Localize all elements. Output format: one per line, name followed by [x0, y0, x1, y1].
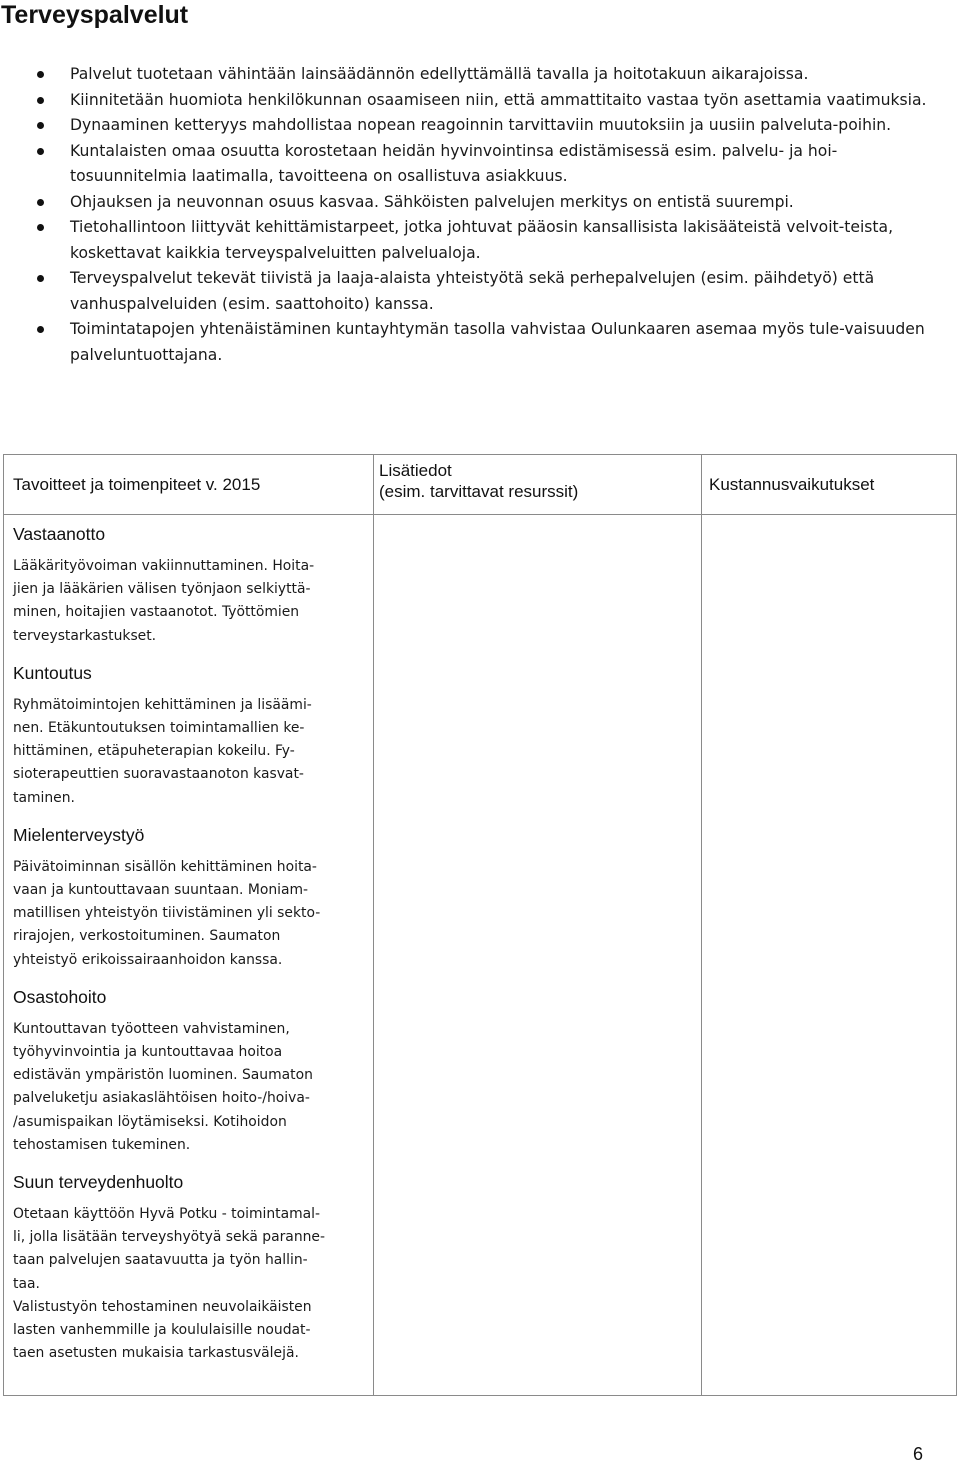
- section-vastaanotto: [4, 515, 373, 654]
- goals-table: [3, 454, 957, 1396]
- page-number: 6: [913, 1444, 924, 1464]
- header-costs: Kustannusvaikutukset: [709, 475, 875, 494]
- costs-cell: [702, 515, 957, 1396]
- list-item: Kiinnitetään huomiota henkilökunnan osaamiseen niin, että ammattitaito vastaa työn asettamia vaatimuksia.: [70, 88, 930, 114]
- section-heading: Mielenterveystyö: [13, 824, 145, 845]
- goals-cell: [4, 515, 374, 1396]
- list-item: Terveyspalvelut tekevät tiivistä ja laaja-alaista yhteistyötä sekä perhepalvelujen (esim. päihdetyö) että vanhuspalveluiden (esim. saattohoito) kanssa.: [70, 266, 930, 317]
- table-body-row: [4, 515, 957, 1396]
- section-kuntoutus: [4, 654, 373, 816]
- header-info-cell: [374, 455, 702, 515]
- section-body: Päivätoiminnan sisällön kehittäminen hoita- vaan ja kuntouttavaan suuntaan. Moniam- matillisen yhteistyön tiivistäminen yli sekto- rirajojen, verkostoituminen. Saumaton yhteistyö erikoissairaanhoidon kanssa.: [13, 858, 321, 968]
- list-item: Kuntalaisten omaa osuutta korostetaan heidän hyvinvointinsa edistämisessä esim. palvelu- ja hoi-tosuunnitelmia laatimalla, tavoitteena on osallistuva asiakkuus.: [70, 139, 930, 190]
- list-item: Palvelut tuotetaan vähintään lainsäädännön edellyttämällä tavalla ja hoitotakuun aikarajoissa.: [70, 62, 930, 88]
- list-item: Ohjauksen ja neuvonnan osuus kasvaa. Sähköisten palvelujen merkitys on entistä suurempi.: [70, 190, 930, 216]
- info-cell: [374, 515, 702, 1396]
- bullet-list: [70, 62, 930, 368]
- header-info-line1: Lisätiedot: [379, 461, 452, 480]
- section-osastohoito: [4, 978, 373, 1163]
- section-mielenterveystyo: [4, 816, 373, 978]
- header-costs-cell: [702, 455, 957, 515]
- section-body: Ryhmätoimintojen kehittäminen ja lisäämi- nen. Etäkuntoutuksen toimintamallien ke- hittäminen, etäpuheterapian kokeilu. Fy- sioterapeuttien suoravastaanoton kasvat- taminen.: [13, 696, 312, 806]
- section-body: Otetaan käyttöön Hyvä Potku - toimintamal- li, jolla lisätään terveyshyötyä sekä paranne- taan palvelujen saatavuutta ja työn hallin- taa. Valistustyön tehostaminen neuvolaikäisten lasten vanhemmille ja koululaisille noudat- taen asetusten mukaisia tarkastusvälejä.: [13, 1206, 325, 1362]
- section-heading: Vastaanotto: [13, 524, 106, 544]
- list-item: Dynaaminen ketteryys mahdollistaa nopean reagoinnin tarvittaviin muutoksiin ja uusiin palveluta-poihin.: [70, 113, 930, 139]
- section-heading: Osastohoito: [13, 986, 107, 1007]
- page-title: Terveyspalvelut: [1, 1, 189, 29]
- list-item: Toimintatapojen yhtenäistäminen kuntayhtymän tasolla vahvistaa Oulunkaaren asemaa myös tule-vaisuuden palveluntuottajana.: [70, 317, 930, 368]
- header-goals: Tavoitteet ja toimenpiteet v. 2015: [13, 475, 261, 494]
- list-item: Tietohallintoon liittyvät kehittämistarpeet, jotka johtuvat pääosin kansallisista lakisääteistä velvoit-teista, koskettavat kaikkia terveyspalveluitten palvelualoja.: [70, 215, 930, 266]
- table-header-row: [4, 455, 957, 515]
- section-heading: Kuntoutus: [13, 662, 92, 683]
- header-goals-cell: [4, 455, 374, 515]
- section-body: Kuntouttavan työotteen vahvistaminen, työhyvinvointia ja kuntouttavaa hoitoa edistävän ympäristön luominen. Saumaton palveluketju asiakaslähtöisen hoito-/hoiva- /asumispaikan löytämiseksi. Kotihoidon tehostamisen tukeminen.: [13, 1020, 313, 1153]
- section-suun-terveydenhuolto: [4, 1163, 373, 1371]
- section-body: Lääkärityövoiman vakiinnuttaminen. Hoita- jien ja lääkärien välisen työnjaon selkiyttä- minen, hoitajien vastaanotot. Työttömien terveystarkastukset.: [13, 558, 315, 644]
- header-info-line2: (esim. tarvittavat resurssit): [379, 482, 579, 501]
- section-heading: Suun terveydenhuolto: [13, 1172, 184, 1193]
